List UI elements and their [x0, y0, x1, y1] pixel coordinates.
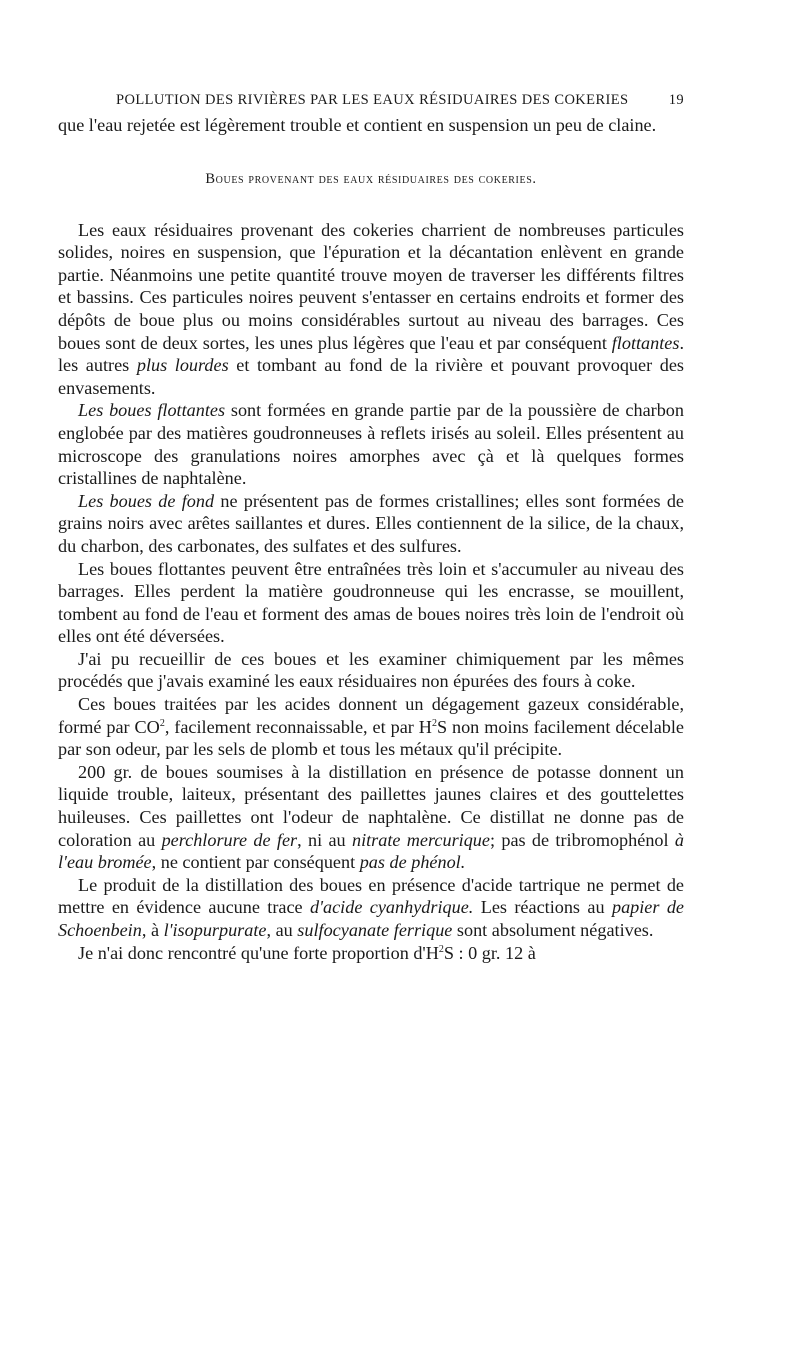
- p7-text-c: , ni au: [297, 829, 352, 850]
- p8-text-g: , au: [266, 920, 298, 940]
- p6-sup-1: 2: [159, 717, 165, 729]
- p1-italic-flottantes: flottantes: [611, 332, 680, 353]
- running-title: POLLUTION DES RIVIÈRES PAR LES EAUX RÉSIDUAIRES DES COKERIES: [116, 92, 629, 108]
- section-heading-text: Boues provenant des eaux résiduaires des cokeries.: [205, 170, 537, 187]
- p8-text-c: Les réactions au: [473, 897, 612, 918]
- p9-sup: 2: [438, 943, 444, 955]
- p1-text-a: Les eaux résiduaires provenant des cokeries charrient de nombreuses particules solides, noires en suspension, que l'épuration et la décantation enlèvent en grande partie. Néanmoins une petite quantité trouve moyen de traverser les différents filtres et bassins. Ces particules noires peuvent s'entasser en certains endroits et former des dépôts de boue plus ou moins considérables surtout au niveau des barrages. Ces boues sont de deux sortes, les unes plus légères que l'eau et par conséquent: [58, 219, 684, 353]
- p8-text-a: Le produit de la distillation des boues en présence d'acide tartrique ne permet de mettre en évidence aucune trace: [58, 874, 684, 918]
- p1-text-c: . les autres: [58, 332, 684, 376]
- p6-sup-2: 2: [431, 717, 437, 729]
- p6-text-c: S non moins facilement décelable par son odeur, par les sels de plomb et tous les métaux qu'il précipite.: [58, 716, 684, 760]
- paragraph-6: [58, 693, 684, 761]
- paragraph-4: Les boues flottantes peuvent être entraînées très loin et s'accumuler au niveau des barrages. Elles perdent la matière goudronneuse qui les encrasse, se mouillent, tombent au fond de l'eau et forment des amas de boues noires très loin de l'endroit où elles ont été déversées.: [58, 558, 684, 647]
- p6-text-a: Ces boues traitées par les acides donnent un dégagement gazeux considérable, formé par CO: [58, 694, 684, 737]
- paragraph-9: [58, 942, 684, 965]
- p1-italic-lourdes: plus lourdes: [136, 355, 229, 376]
- p8-text-e: , à: [141, 920, 164, 940]
- paragraph-3: [58, 490, 684, 558]
- p7-italic-b: perchlorure de fer: [161, 829, 298, 850]
- p7-italic-f: à l'eau bromée: [58, 829, 684, 873]
- intro-paragraph: que l'eau rejetée est légèrement trouble et contient en suspension un peu de claine.: [58, 115, 657, 135]
- paragraph-2: [58, 399, 684, 489]
- paragraph-5: J'ai pu recueillir de ces boues et les examiner chimiquement par les mêmes procédés que j'avais examiné les eaux résiduaires non épurées des fours à coke.: [58, 648, 684, 692]
- p2-text: sont formées en grande partie par de la poussière de charbon englobée par des matières goudronneuses à reflets irisés au soleil. Elles présentent au microscope des granulations noires amorphes avec çà et là quelques formes cristallines de naphtalène.: [58, 400, 684, 489]
- p1-text-e: et tombant au fond de la rivière et pouvant provoquer des envasements.: [58, 355, 684, 398]
- p3-text: ne présentent pas de formes cristallines; elles sont formées de grains noirs avec arêtes saillantes et dures. Elles contiennent de la silice, de la chaux, du charbon, des carbonates, des sulfates et des sulfures.: [58, 490, 684, 556]
- p6-text-b: , facilement reconnaissable, et par H: [164, 716, 432, 737]
- p7-italic-h: pas de phénol.: [359, 852, 466, 873]
- p8-italic-h: sulfocyanate ferrique: [297, 920, 453, 940]
- p8-italic-b: d'acide cyanhydrique.: [310, 897, 474, 918]
- p8-italic-f: l'isopurpurate: [163, 920, 267, 940]
- p2-italic-lead: Les boues flottantes: [78, 400, 226, 421]
- p8-text-i: sont absolument négatives.: [452, 920, 654, 940]
- paragraph-1: [58, 219, 684, 400]
- p7-italic-d: nitrate mercurique: [351, 829, 490, 850]
- p9-text-a: Je n'ai donc rencontré qu'une forte proportion d'H: [78, 942, 439, 963]
- paragraph-7: [58, 761, 684, 874]
- p3-italic-lead: Les boues de fond: [78, 490, 215, 511]
- p9-text-b: S : 0 gr. 12 à: [443, 942, 536, 963]
- paragraph-8: [58, 874, 684, 942]
- section-heading: [58, 169, 684, 189]
- page-number: 19: [668, 92, 684, 108]
- running-head: [58, 86, 684, 114]
- p8-italic-d: papier de Schoenbein: [58, 897, 685, 940]
- p7-text-g: , ne contient par conséquent: [151, 852, 360, 873]
- document-page: [58, 86, 684, 964]
- p7-text-a: 200 gr. de boues soumises à la distillation en présence de potasse donnent un liquide trouble, laiteux, présentant des paillettes jaunes claires et des gouttelettes huileuses. Ces paillettes ont l'odeur de naphtalène. Ce distillat ne donne pas de coloration au: [58, 761, 684, 850]
- p7-text-e: ; pas de tribromophénol: [489, 829, 675, 850]
